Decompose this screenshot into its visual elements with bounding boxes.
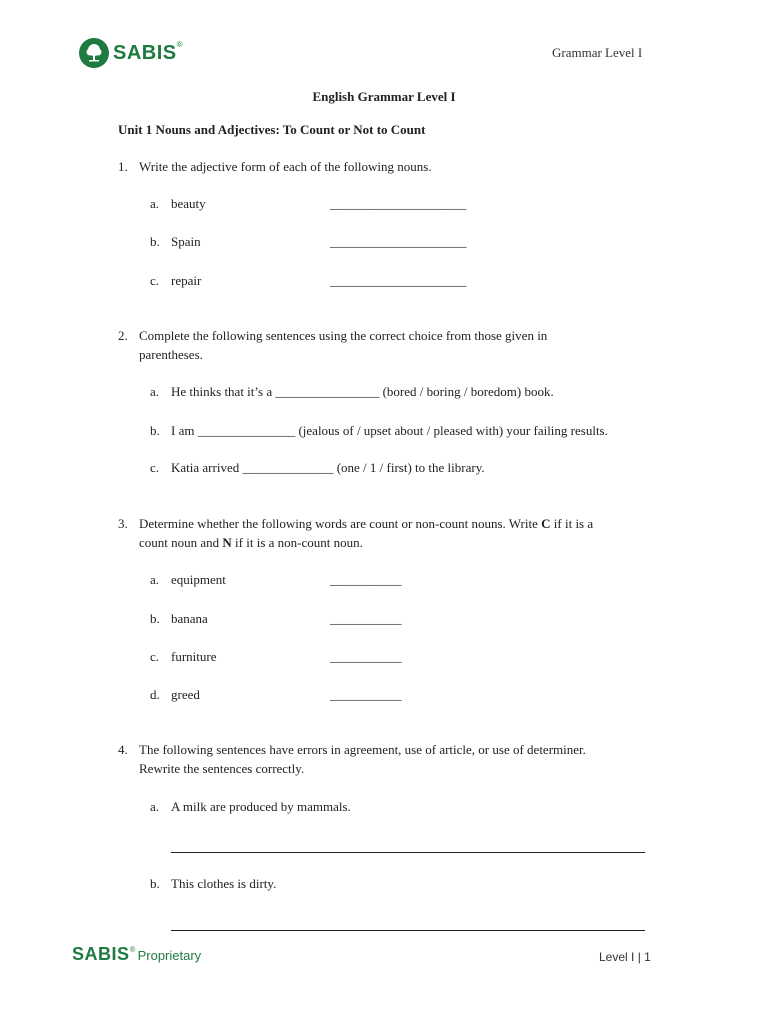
q2-item-letter: a. [150,384,160,399]
q3-item-word: equipment [171,572,226,587]
q1-item-word: repair [171,273,202,288]
q1-item-letter: a. [150,196,160,211]
question-4-text [139,740,659,778]
question-3-text [139,514,659,552]
q4-item-letter: b. [150,876,160,891]
question-2-line-1: Complete the following sentences using the correct choice from those given in [139,328,548,343]
q2-item-letter: b. [150,423,160,438]
page-number: Level I | 1 [599,950,651,964]
q4-item-letter: a. [150,799,160,814]
q3-item-letter: a. [150,572,160,587]
q1-item-word: Spain [171,234,201,249]
q3-item-word: furniture [171,649,217,664]
answer-blank[interactable]: ___________ [330,687,402,702]
footer-reg-mark: ® [129,945,136,954]
q4-item-sentence: This clothes is dirty. [171,876,277,891]
question-3-line-2: count noun and N if it is a non-count noun. [139,535,363,550]
q2-item-sentence: Katia arrived ______________ (one / 1 / first) to the library. [171,460,485,475]
answer-line[interactable] [171,930,645,931]
q3-item-letter: b. [150,611,160,626]
question-2-number: 2. [118,328,128,343]
answer-blank[interactable]: ___________ [330,572,402,587]
footer-proprietary: Proprietary [137,948,202,963]
question-4-line-1: The following sentences have errors in agreement, use of article, or use of determiner. [139,742,586,757]
q4-item-sentence: A milk are produced by mammals. [171,799,351,814]
footer-brand-text: SABIS [72,944,130,964]
answer-line[interactable] [171,852,645,853]
question-4-number: 4. [118,742,128,757]
q2-item-letter: c. [150,460,160,475]
question-3-number: 3. [118,516,128,531]
q3-item-word: greed [171,687,200,702]
answer-blank[interactable]: ___________ [330,649,402,664]
q3-item-word: banana [171,611,208,626]
tree-seal-icon [79,38,109,68]
logo-wordmark: SABIS® [113,39,184,64]
document-title: English Grammar Level I [312,89,456,104]
question-2-line-2: parentheses. [139,347,203,362]
sabis-logo [79,38,183,68]
question-2-text [139,326,659,364]
header-course-label: Grammar Level I [552,45,643,60]
footer-logo [72,944,201,965]
question-1-text: Write the adjective form of each of the following nouns. [139,159,432,174]
question-4-line-2: Rewrite the sentences correctly. [139,761,305,776]
q2-item-sentence: He thinks that it’s a ________________ (bored / boring / boredom) book. [171,384,554,399]
answer-blank[interactable]: _____________________ [330,273,467,288]
q3-item-letter: d. [150,687,160,702]
q2-item-sentence: I am _______________ (jealous of / upset about / pleased with) your failing results. [171,423,608,438]
answer-blank[interactable]: ___________ [330,611,402,626]
q3-item-letter: c. [150,649,160,664]
question-3-line-1: Determine whether the following words are count or non-count nouns. Write C if it is a [139,516,594,531]
unit-title: Unit 1 Nouns and Adjectives: To Count or Not to Count [118,122,426,137]
q1-item-word: beauty [171,196,206,211]
question-1-number: 1. [118,159,128,174]
answer-blank[interactable]: _____________________ [330,196,467,211]
answer-blank[interactable]: _____________________ [330,234,467,249]
q1-item-letter: b. [150,234,160,249]
q1-item-letter: c. [150,273,160,288]
